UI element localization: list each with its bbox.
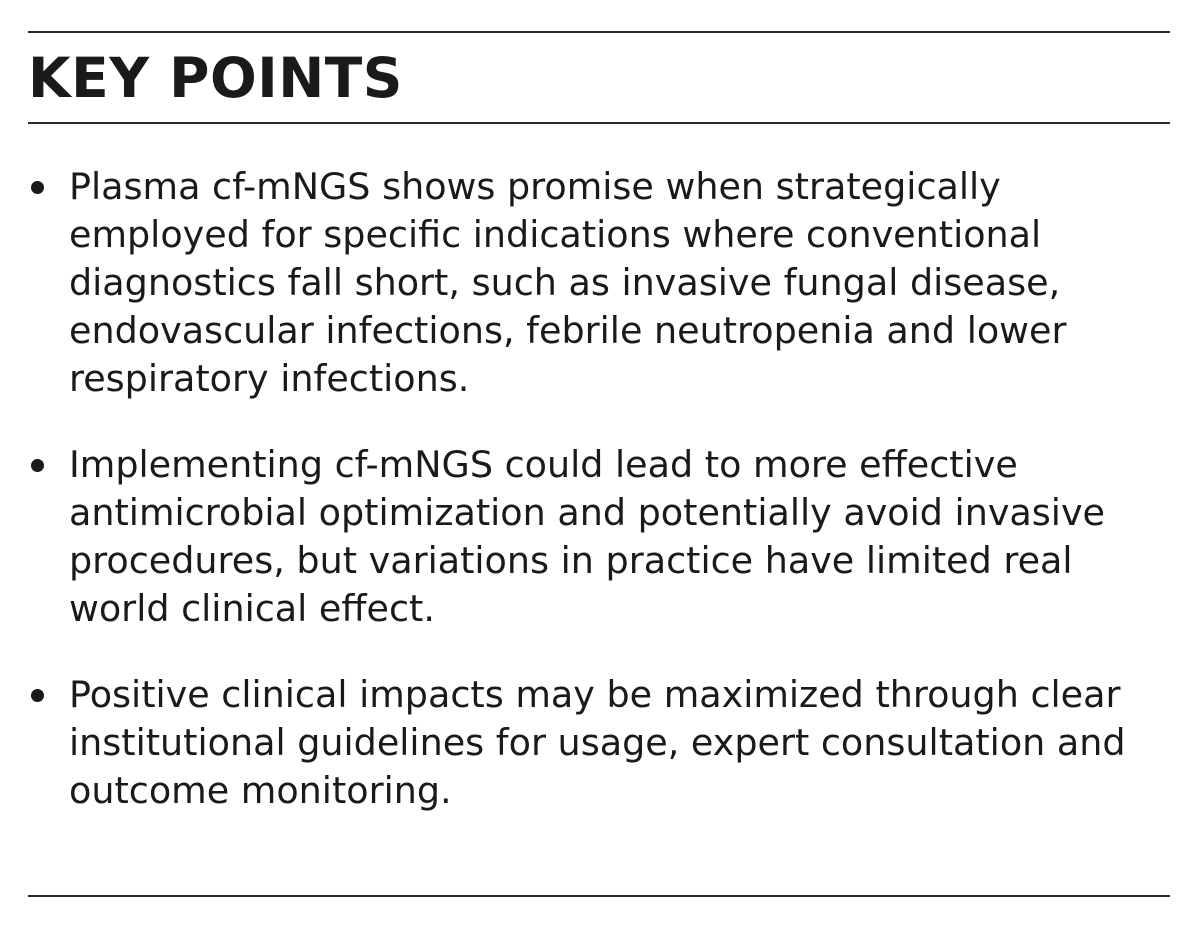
top-rule bbox=[28, 31, 1170, 33]
heading-rule bbox=[28, 122, 1170, 124]
key-point-item bbox=[28, 163, 1170, 403]
key-point-text: Positive clinical impacts may be maximized through clear institutional guidelines for usage, expert consultation and outcome monitoring. bbox=[69, 673, 1126, 812]
bottom-rule bbox=[28, 895, 1170, 897]
key-point-item bbox=[28, 671, 1170, 815]
key-point-item bbox=[28, 441, 1170, 633]
key-points-list bbox=[28, 163, 1170, 853]
bullet-icon bbox=[31, 459, 44, 472]
key-point-text: Plasma cf-mNGS shows promise when strategically employed for specific indications where conventional diagnostics fall short, such as invasive fungal disease, endovascular infections, febrile neutropenia and lower respiratory infections. bbox=[69, 165, 1067, 400]
key-point-text: Implementing cf-mNGS could lead to more effective antimicrobial optimization and potentially avoid invasive procedures, but variations in practice have limited real world clinical effect. bbox=[69, 443, 1106, 630]
key-points-box bbox=[28, 0, 1170, 934]
bullet-icon bbox=[31, 689, 44, 702]
key-points-heading: KEY POINTS bbox=[28, 46, 403, 110]
bullet-icon bbox=[31, 181, 44, 194]
